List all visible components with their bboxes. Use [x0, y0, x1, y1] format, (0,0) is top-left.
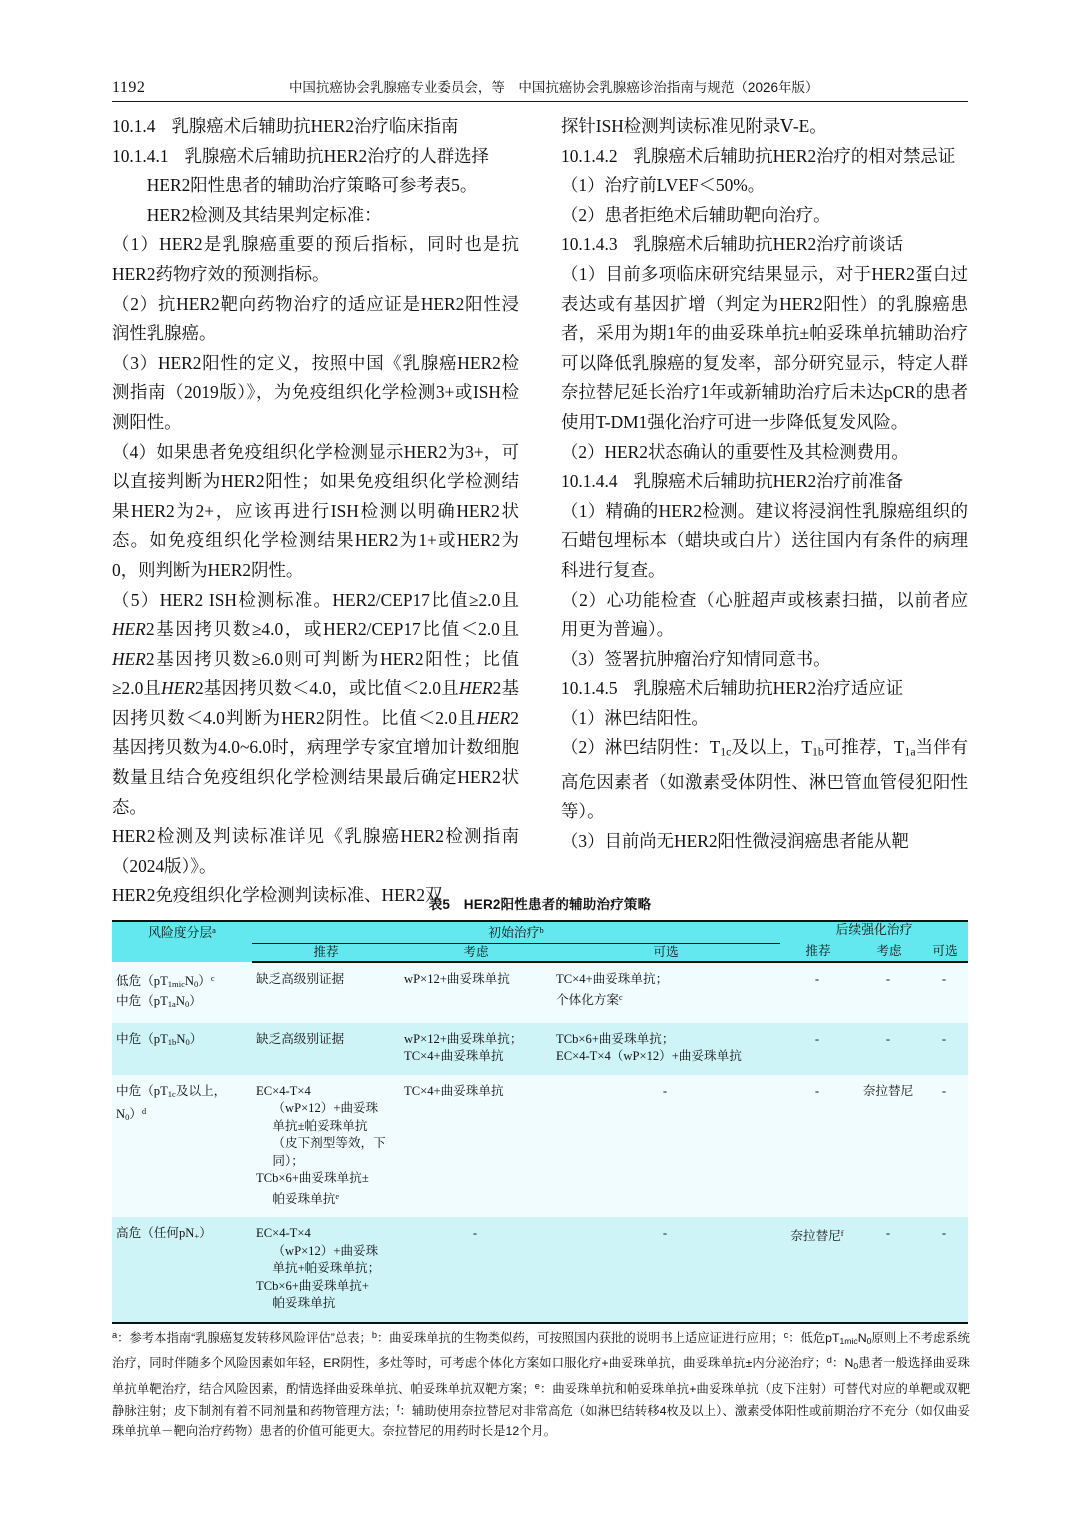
indication-1: （1）淋巴结阳性。 — [561, 707, 709, 728]
paragraph-criteria-lead: HER2检测及其结果判定标准： — [146, 204, 382, 225]
footnote-marker-c2: c — [618, 992, 623, 1002]
header-initial-recommend: 推荐 — [252, 943, 400, 962]
cell-followup-consider: - — [856, 962, 922, 1023]
risk-line-1 — [116, 970, 246, 993]
node-sub: 0 — [185, 1036, 190, 1047]
section-10-1-4-3 — [561, 230, 968, 260]
section-title: 乳腺癌术后辅助抗HER2治疗适应证 — [633, 678, 904, 699]
risk-text-c: ） — [198, 974, 211, 989]
rec-line-4: TCb×6+曲妥珠单抗+ — [256, 1278, 369, 1293]
talk-item-1: （1）目前多项临床研究结果显示，对于HER2蛋白过表达或有基因扩增（判定为HER2阳性）的乳腺癌患者，采用为期1年的曲妥珠单抗±帕妥珠单抗辅助治疗可以降低乳腺癌的复发率，部分研究显示，特定人群奈拉替尼延长治疗1年或新辅助治疗后未达pCR的患者使用T-DM1强化治疗可进一步降低复发风险。 — [561, 263, 968, 432]
risk2-text-a: N — [116, 1107, 126, 1122]
paragraph-item-7: HER2免疫组织化学检测判读标准、HER2双 — [112, 885, 443, 906]
risk-text-b: N — [176, 1031, 186, 1046]
optional-line-1: TC×4+曲妥珠单抗； — [556, 972, 669, 987]
rec-line-3: 单抗±帕妥珠单抗 — [272, 1118, 368, 1133]
cell-initial-consider: wP×12+曲妥珠单抗 — [400, 962, 552, 1023]
section-number: 10.1.4.4 — [561, 471, 618, 492]
footnote-marker-c: c — [783, 1330, 789, 1340]
risk-text-a: 中危（pT — [116, 1031, 168, 1046]
gene-italic-5: HER — [476, 707, 511, 728]
table-row — [112, 1075, 968, 1217]
node-sub-2: 0 — [184, 999, 190, 1010]
header-group-initial-label: 初始治疗 — [488, 926, 540, 941]
body-columns — [112, 112, 968, 911]
footnote-marker-a: a — [112, 1330, 118, 1340]
running-title: 中国抗癌协会乳腺癌专业委员会，等 中国抗癌协会乳腺癌诊治指南与规范（2026年版） — [288, 80, 819, 95]
rec-line-3: 单抗+帕妥珠单抗； — [272, 1261, 381, 1276]
table-row — [112, 962, 968, 1023]
risk-line-1 — [116, 1225, 246, 1245]
risk2-text-b: ） — [129, 1107, 142, 1122]
indication-3: （3）目前尚无HER2阳性微浸润癌患者能从靶 — [561, 830, 909, 851]
consider-line-1: wP×12+曲妥珠单抗； — [404, 1031, 523, 1046]
cell-followup-recommend: - — [780, 962, 856, 1023]
cell-initial-optional: - — [552, 1217, 780, 1323]
section-number: 10.1.4.3 — [561, 234, 618, 255]
cell-initial-consider: - — [400, 1217, 552, 1323]
risk-line-2 — [116, 1103, 246, 1126]
paragraph-item-6: HER2检测及判读标准详见《乳腺癌HER2检测指南（2024版）》。 — [112, 826, 519, 876]
cell-risk — [112, 1075, 252, 1217]
section-title: 乳腺癌术后辅助抗HER2治疗的相对禁忌证 — [633, 145, 956, 166]
stage-sub-2: 1a — [167, 999, 176, 1010]
table-head — [112, 921, 968, 962]
cell-followup-consider: - — [856, 1217, 922, 1323]
table-row — [112, 1217, 968, 1323]
cell-followup-recommend: - — [780, 1075, 856, 1217]
t-stage-sub-1c: 1c — [720, 745, 732, 760]
table-caption: 表5 HER2阳性患者的辅助治疗策略 — [428, 897, 652, 912]
section-10-1-4-5 — [561, 674, 968, 704]
node-sub: 0 — [193, 978, 199, 989]
cell-followup-recommend — [780, 1217, 856, 1323]
footnote-marker-e: e — [534, 1380, 540, 1391]
rec-line-2: （wP×12）+曲妥珠 — [272, 1243, 379, 1258]
cell-initial-optional — [552, 1023, 780, 1075]
cell-initial-recommend — [252, 1217, 400, 1323]
p5-part-d: 2基因拷贝数＜4.0，或比值＜2.0且 — [194, 678, 459, 699]
talk-item-2: （2）HER2状态确认的重要性及其检测费用。 — [561, 441, 909, 462]
p5-part-a: （5）HER2 ISH检测标准。HER2/CEP17比值≥2.0且 — [112, 589, 519, 610]
rec-line-2: （wP×12）+曲妥珠 — [272, 1101, 379, 1116]
p5-part-b: 2基因拷贝数≥4.0，或HER2/CEP17比值＜2.0且 — [145, 619, 519, 640]
cell-risk — [112, 1023, 252, 1075]
stage-sub: 1c — [167, 1088, 176, 1099]
risk-text-c: ） — [199, 1226, 212, 1241]
optional-line-2 — [556, 989, 774, 1009]
footnote-f-text: ：辅助使用奈拉替尼对非常高危（如淋巴结转移4枚及以上）、激素受体阳性或前期治疗不充分（如仅曲妥珠单抗单－靶向治疗药物）患者的价值可能更大。奈拉替尼的用药时长是12个月。 — [112, 1404, 970, 1438]
i2-part-b: 及以上，T — [731, 737, 812, 758]
risk-text-a: 高危（任何pN — [116, 1226, 195, 1241]
contraindication-2: （2）患者拒绝术后辅助靶向治疗。 — [561, 204, 831, 225]
footnote-d-text-b: 患者一般选择曲妥珠单抗单靶治疗，结合风险因素，酌情选择曲妥珠单抗、帕妥珠单抗双靶方案； — [112, 1356, 970, 1396]
rec-line-7 — [256, 1188, 394, 1208]
rec-line-1: EC×4-T×4 — [256, 1083, 311, 1098]
header-followup-consider: 考虑 — [856, 943, 922, 962]
section-title: 乳腺癌术后辅助抗HER2治疗前准备 — [633, 471, 904, 492]
footnote-marker-b: b — [371, 1330, 377, 1340]
risk2-text-c: ） — [189, 994, 202, 1009]
risk-text-b: 及以上， — [175, 1083, 227, 1098]
paragraph-item-3: （3）HER2阳性的定义，按照中国《乳腺癌HER2检测指南（2019版）》，为免疫组织化学检测3+或ISH检测阳性。 — [112, 352, 519, 432]
i2-part-a: （2）淋巴结阴性：T — [561, 737, 721, 758]
footnote-marker-b: b — [539, 925, 544, 935]
gene-italic-4: HER — [458, 678, 493, 699]
header-followup-recommend: 推荐 — [780, 943, 856, 962]
contraindication-1: （1）治疗前LVEF＜50%。 — [561, 175, 766, 196]
header-initial-optional: 可选 — [552, 943, 780, 962]
header-risk-label: 风险度分层 — [148, 926, 213, 941]
node-sub: 0 — [125, 1112, 130, 1123]
cell-initial-recommend — [252, 1075, 400, 1217]
header-group-followup — [780, 921, 968, 943]
risk2-text-b: N — [175, 994, 185, 1009]
footnote-marker-e: e — [335, 1191, 340, 1201]
footnote-c-text-a: ：低危pT — [788, 1330, 840, 1345]
risk-text-a: 低危（pT — [116, 974, 168, 989]
t-stage-sub-1a: 1a — [904, 745, 916, 760]
optional-line-1: TCb×6+曲妥珠单抗； — [556, 1031, 675, 1046]
cell-initial-consider — [400, 1023, 552, 1075]
section-10-1-4-4 — [561, 467, 968, 497]
footnote-b-text: ：曲妥珠单抗的生物类似药，可按照国内获批的说明书上适应证进行应用； — [376, 1330, 784, 1345]
rec-line-5: 帕妥珠单抗 — [272, 1296, 336, 1311]
gene-italic-1: HER — [112, 619, 146, 640]
footnote-c-sub-0: 0 — [866, 1335, 872, 1346]
paragraph-continued: 探针ISH检测判读标准见附录Ⅴ-E。 — [561, 116, 827, 136]
prep-item-1: （1）精确的HER2检测。建议将浸润性乳腺癌组织的石蜡包埋标本（蜡块或白片）送往国内有条件的病理科进行复查。 — [561, 500, 968, 580]
cell-followup-consider: 奈拉替尼 — [856, 1075, 922, 1217]
gene-italic-3: HER — [161, 678, 195, 699]
consider-line-2: TC×4+曲妥珠单抗 — [404, 1049, 504, 1064]
footnote-c-sub-1mic: 1mic — [839, 1335, 858, 1346]
footnote-marker-c: c — [210, 974, 215, 984]
table-head-row-groups — [112, 921, 968, 943]
cell-risk — [112, 962, 252, 1023]
cell-initial-consider: TC×4+曲妥珠单抗 — [400, 1075, 552, 1217]
header-rule — [112, 101, 968, 102]
section-title: 乳腺癌术后辅助抗HER2治疗的人群选择 — [184, 145, 489, 166]
header-initial-consider: 考虑 — [400, 943, 552, 962]
cell-initial-optional: - — [552, 1075, 780, 1217]
gene-italic-2: HER — [112, 648, 146, 669]
indication-2 — [561, 733, 968, 826]
table-body — [112, 962, 968, 1323]
optional-line-2-text: 个体化方案 — [556, 992, 619, 1007]
risk-text-b: N — [184, 974, 194, 989]
risk2-text-a: 中危（pT — [116, 994, 168, 1009]
rec-line-5: 同）； — [272, 1153, 304, 1168]
footnote-c-text-c: 原则上不考虑系统治疗，同时伴随多个风险因素如年轻，ER阴性，多灶等时，可考虑个体化方案如口服化疗+曲妥珠单抗，曲妥珠单抗±内分泌治疗； — [112, 1330, 970, 1371]
cell-initial-optional — [552, 962, 780, 1023]
rec-line-1: EC×4-T×4 — [256, 1226, 311, 1241]
cell-followup-recommend: - — [780, 1023, 856, 1075]
header-group-followup-label: 后续强化治疗 — [835, 923, 913, 937]
risk-line-2 — [116, 993, 246, 1013]
right-column — [561, 112, 968, 911]
table-footnotes — [112, 1326, 970, 1441]
footnote-d-text-a: ：N — [831, 1356, 854, 1371]
footnote-e-text: ：曲妥珠单抗和帕妥珠单抗+曲妥珠单抗（皮下注射）可替代对应的单靶或双靶静脉注射；皮下制剂有着不同剂量和药物管理方法； — [112, 1381, 970, 1418]
cell-followup-optional: - — [922, 1023, 968, 1075]
rec-line-4: （皮下剂型等效，下 — [272, 1136, 386, 1151]
section-10-1-4-1 — [112, 142, 519, 172]
footnote-a-text: ：参考本指南“乳腺癌复发转移风险评估”总表； — [117, 1330, 372, 1345]
cell-initial-recommend: 缺乏高级别证据 — [252, 1023, 400, 1075]
section-title: 乳腺癌术后辅助抗HER2治疗临床指南 — [171, 116, 459, 136]
node-sub: + — [194, 1231, 200, 1242]
p5-part-f: 2基因拷贝数为4.0~6.0时，病理学专家宜增加计数细胞数量且结合免疫组织化学检测结果最后确定HER2状态。 — [112, 707, 519, 817]
p5-part-c: 2基因拷贝数≥6.0则可判断为HER2阳性；比值≥2.0且 — [112, 648, 519, 699]
stage-sub: 1b — [167, 1036, 177, 1047]
header-group-initial — [252, 921, 780, 943]
footnote-marker-d: d — [141, 1107, 147, 1117]
left-column — [112, 112, 519, 911]
i2-part-d: 当伴有高危因素者（如激素受体阴性、淋巴管血管侵犯阳性等）。 — [561, 737, 968, 822]
section-10-1-4-2 — [561, 142, 968, 172]
risk-text-a: 中危（pT — [116, 1083, 168, 1098]
prep-item-3: （3）签署抗肿瘤治疗知情同意书。 — [561, 648, 831, 669]
footnote-marker-d: d — [826, 1355, 832, 1366]
t-stage-sub-1b: 1b — [811, 745, 824, 760]
table-5 — [112, 920, 968, 1324]
header-risk-stratification — [112, 921, 252, 962]
section-number: 10.1.4.1 — [112, 145, 169, 166]
footnote-c-text-b: N — [857, 1330, 867, 1345]
cell-followup-optional: - — [922, 1217, 968, 1323]
footnote-marker-a: a — [212, 925, 216, 935]
i2-part-c: 可推荐，T — [823, 737, 905, 758]
page-folio: 1192 — [112, 79, 146, 96]
cell-initial-recommend: 缺乏高级别证据 — [252, 962, 400, 1023]
header-followup-optional: 可选 — [922, 943, 968, 962]
section-number: 10.1.4 — [112, 116, 156, 136]
rec-line-7-text: 帕妥珠单抗 — [272, 1191, 336, 1206]
risk-line-1 — [116, 1031, 246, 1051]
optional-line-2: EC×4-T×4（wP×12）+曲妥珠单抗 — [556, 1049, 742, 1064]
footnote-marker-f: f — [840, 1229, 844, 1239]
paragraph-item-1: （1）HER2是乳腺癌重要的预后指标，同时也是抗HER2药物疗效的预测指标。 — [112, 234, 519, 284]
cell-risk — [112, 1217, 252, 1323]
risk-line-1 — [116, 1083, 246, 1103]
prep-item-2: （2）心功能检查（心脏超声或核素扫描，以前者应用更为普遍）。 — [561, 589, 968, 640]
section-number: 10.1.4.2 — [561, 145, 618, 166]
footnote-d-sub-0: 0 — [853, 1361, 859, 1372]
stage-sub: 1mic — [167, 978, 185, 989]
running-head — [112, 76, 968, 102]
paragraph-item-2: （2）抗HER2靶向药物治疗的适应证是HER2阳性浸润性乳腺癌。 — [112, 293, 519, 344]
footnote-marker-f: f — [396, 1403, 400, 1414]
risk-text-c: ） — [189, 1031, 203, 1046]
section-number: 10.1.4.5 — [561, 678, 618, 699]
rec-line-6: TCb×6+曲妥珠单抗± — [256, 1171, 369, 1186]
table-5-container — [112, 893, 968, 1324]
paragraph-item-5 — [112, 586, 519, 823]
p5-part-e: 2基因拷贝数＜4.0判断为HER2阴性。比值＜2.0且 — [112, 678, 519, 728]
cell-followup-consider: - — [856, 1023, 922, 1075]
cell-followup-optional: - — [922, 962, 968, 1023]
cell-followup-optional: - — [922, 1075, 968, 1217]
section-title: 乳腺癌术后辅助抗HER2治疗前谈话 — [633, 234, 904, 255]
table-row — [112, 1023, 968, 1075]
paragraph-table-reference: HER2阳性患者的辅助治疗策略可参考表5。 — [146, 175, 478, 196]
paragraph-item-4: （4）如果患者免疫组织化学检测显示HER2为3+，可以直接判断为HER2阳性；如果免疫组织化学检测结果HER2为2+，应该再进行ISH检测以明确HER2状态。如免疫组织化学检测结果HER2为1+或HER2为0，则判断为HER2阴性。 — [112, 441, 519, 580]
section-10-1-4 — [112, 112, 519, 142]
followup-rec-text: 奈拉替尼 — [790, 1229, 841, 1244]
